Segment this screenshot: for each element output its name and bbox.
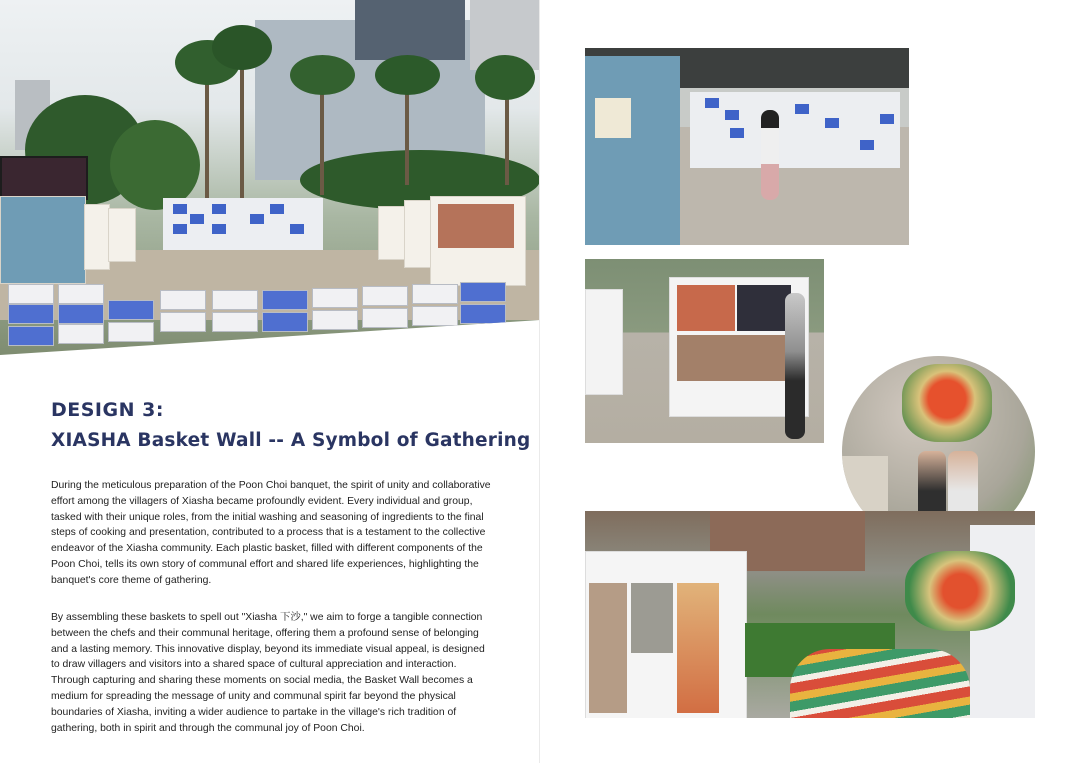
- blue-basket: [730, 128, 744, 138]
- tree: [110, 120, 200, 210]
- blue-basket: [173, 204, 187, 214]
- blue-basket: [290, 224, 304, 234]
- photo-board: [84, 204, 110, 270]
- blue-basket: [250, 214, 264, 224]
- board-photo: [631, 583, 673, 653]
- board-photo: [677, 335, 791, 381]
- visitor-walking-photo: [585, 48, 909, 245]
- led-screen: [0, 156, 88, 200]
- blue-basket: [212, 204, 226, 214]
- board-photo: [677, 583, 719, 713]
- elderly-man-figure: [785, 293, 805, 439]
- white-basket: [160, 290, 206, 310]
- blue-basket: [262, 312, 308, 332]
- poster-image: [438, 204, 514, 248]
- palm-crown: [375, 55, 440, 95]
- white-basket: [58, 284, 104, 304]
- lion-dance-costume: [790, 649, 970, 718]
- blue-basket: [460, 282, 506, 302]
- lion-dance-costume-photo: [585, 511, 1035, 718]
- blue-basket: [270, 204, 284, 214]
- body-paragraph-2: By assembling these baskets to spell out "Xiasha 下沙," we aim to forge a tangible connection between the chefs and their communal heritage, offering them a profound sense of belonging and a lasting memory. This innovative display, beyond its immediate visual appeal, is designed to draw villagers and visitors into a shared space of cultural appreciation and interaction. Through capturing and sharing these moments on social media, the Basket Wall becomes a medium for spreading the message of unity and communal spirit far beyond the physical boundaries of Xiasha, inviting a wider audience to partake in the village's rich tradition of gathering, both in spirit and through the communal joy of Poon Choi.: [51, 612, 485, 734]
- palm-crown: [212, 25, 272, 70]
- design-number: DESIGN 3:: [51, 399, 164, 421]
- board-photo: [589, 583, 627, 713]
- blue-basket: [705, 98, 719, 108]
- white-basket: [412, 306, 458, 326]
- blue-basket: [460, 304, 506, 324]
- building-roof: [355, 0, 465, 60]
- photo-board: [585, 289, 623, 395]
- blue-basket: [8, 326, 54, 346]
- white-basket: [8, 284, 54, 304]
- white-basket: [312, 310, 358, 330]
- photo-board: [108, 208, 136, 262]
- palm-trunk: [505, 85, 509, 185]
- blue-basket: [880, 114, 894, 124]
- blue-basket: [262, 290, 308, 310]
- palm-crown: [290, 55, 355, 95]
- man-viewing-board-photo: [585, 259, 824, 443]
- photo-board: [378, 206, 406, 260]
- white-basket: [312, 288, 358, 308]
- visitor-figure: [761, 110, 779, 200]
- lion-dance-head: [905, 551, 1015, 631]
- photo-board: [404, 200, 432, 268]
- white-basket: [212, 312, 258, 332]
- blue-basket: [795, 104, 809, 114]
- blue-basket: [725, 110, 739, 120]
- white-basket: [412, 284, 458, 304]
- panel-text-block: [595, 98, 631, 138]
- board-photo: [677, 285, 735, 331]
- info-panel: [585, 56, 680, 245]
- plaza-basket-wall-photo: [0, 0, 540, 360]
- blue-basket: [212, 224, 226, 234]
- blue-basket: [173, 224, 187, 234]
- palm-trunk: [240, 55, 244, 205]
- white-basket: [160, 312, 206, 332]
- blue-basket: [825, 118, 839, 128]
- white-basket: [108, 322, 154, 342]
- white-basket: [362, 308, 408, 328]
- white-basket: [58, 324, 104, 344]
- white-basket: [212, 290, 258, 310]
- blue-basket: [8, 304, 54, 324]
- design-title: XIASHA Basket Wall -- A Symbol of Gathering: [51, 430, 531, 451]
- white-basket: [362, 286, 408, 306]
- blue-basket: [860, 140, 874, 150]
- blue-basket: [58, 304, 104, 324]
- palm-trunk: [205, 70, 209, 210]
- palm-crown: [475, 55, 535, 100]
- board-photo: [737, 285, 791, 331]
- blue-basket: [108, 300, 154, 320]
- lion-dance-head: [902, 364, 992, 442]
- info-panel: [0, 196, 86, 284]
- blue-basket: [190, 214, 204, 224]
- right-page: [540, 0, 1080, 763]
- body-paragraph-1: During the meticulous preparation of the Poon Choi banquet, the spirit of unity and collaborative effort among the villagers of Xiasha became profoundly evident. Every individual and group, tasked with their unique roles, from the initial washing and seasoning of ingredients to the final steps of cooking and presentation, contributed to a process that is a testament to the collective endeavor of the Xiasha community. Each plastic basket, filled with different components of the Poon Choi, tells its own story of communal effort and shared life experiences, highlighting the banquet's core theme of gathering.: [51, 480, 491, 586]
